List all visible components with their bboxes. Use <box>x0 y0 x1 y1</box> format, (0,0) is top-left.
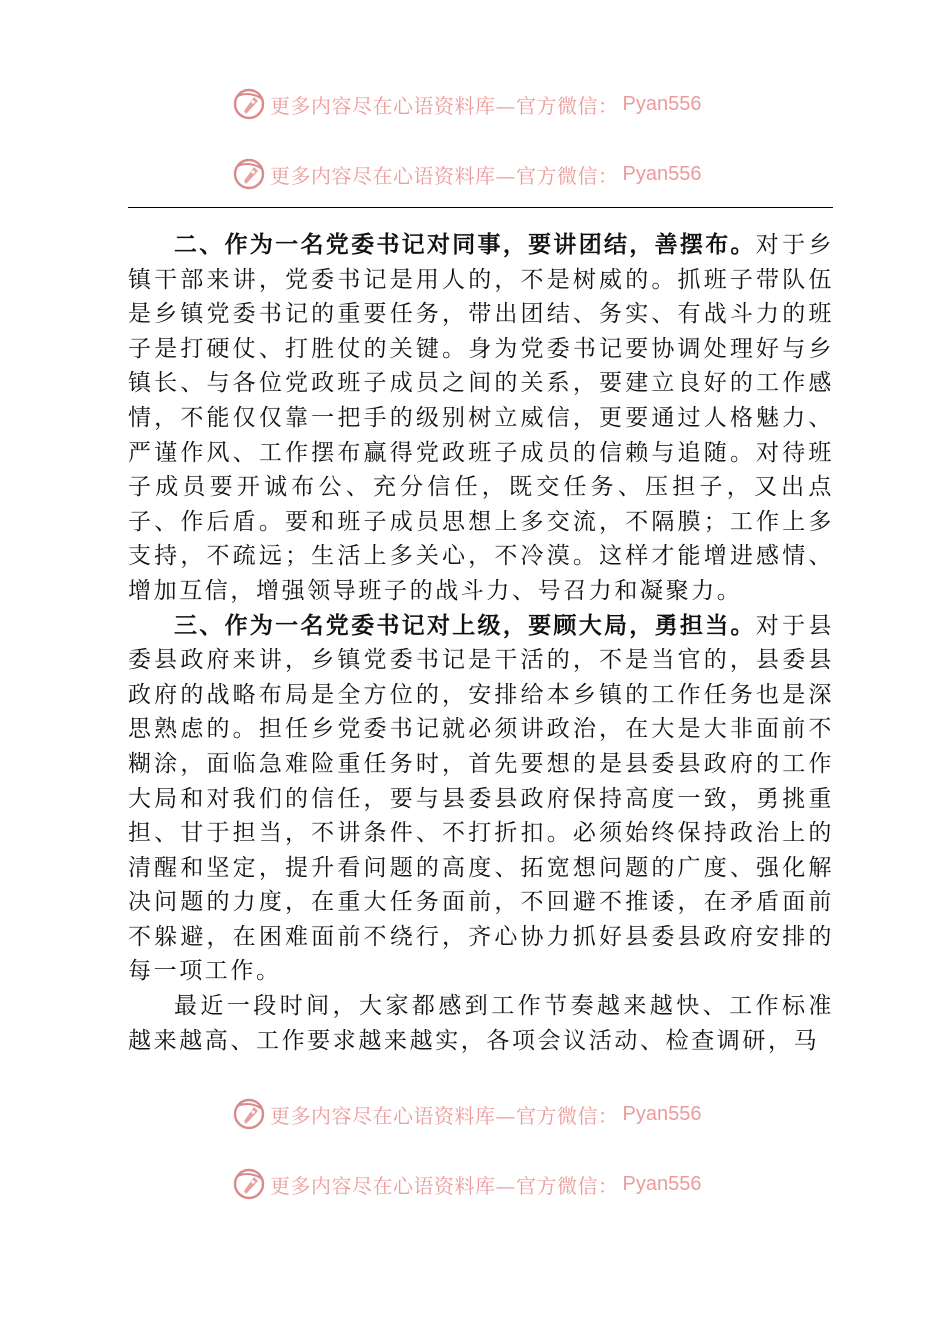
pen-nib-icon <box>232 87 266 121</box>
watermark-text: 更多内容尽在心语资料库—官方微信： <box>270 1173 619 1198</box>
paragraph-body: 最近一段时间，大家都感到工作节奏越来越快、工作标准越来越高、工作要求越来越实，各项会议活动、检查调研，马 <box>128 993 834 1054</box>
pen-nib-icon <box>232 1167 266 1201</box>
watermark-bottom-1 <box>232 1096 701 1132</box>
paragraph-body: 对于县委县政府来讲，乡镇党委书记是干活的，不是当官的，县委县政府的战略布局是全方位的，安排给本乡镇的工作任务也是深思熟虑的。担任乡党委书记就必须讲政治，在大是大非面前不糊涂，面临急难险重任务时，首先要想的是县委县政府的工作大局和对我们的信任，要与县委县政府保持高度一致，勇挑重担、甘于担当，不讲条件、不打折扣。必须始终保持政治上的清醒和坚定，提升看问题的高度、拓宽想问题的广度、强化解决问题的力度，在重大任务面前，不回避不推诿，在矛盾面前不躲避，在困难面前不绕行，齐心协力抓好县委县政府安排的每一项工作。 <box>128 612 834 985</box>
watermark-id: Pyan556 <box>622 1172 702 1195</box>
paragraph-colleagues <box>128 228 834 609</box>
watermark-top-1 <box>232 86 701 122</box>
paragraph-body: 对于乡镇干部来讲，党委书记是用人的，不是树威的。抓班子带队伍是乡镇党委书记的重要任务，带出团结、务实、有战斗力的班子是打硬仗、打胜仗的关键。身为党委书记要协调处理好与乡镇长、与各位党政班子成员之间的关系，要建立良好的工作感情，不能仅仅靠一把手的级别树立威信，更要通过人格魅力、严谨作风、工作摆布赢得党政班子成员的信赖与追随。对待班子成员要开诚布公、充分信任，既交任务、压担子，又出点子、作后盾。要和班子成员思想上多交流，不隔膜；工作上多支持，不疏远；生活上多关心，不冷漠。这样才能增进感情、增加互信，增强领导班子的战斗力、号召力和凝聚力。 <box>128 232 834 604</box>
watermark-text: 更多内容尽在心语资料库—官方微信： <box>270 1103 619 1128</box>
paragraph-recent <box>128 989 834 1058</box>
paragraph-heading: 二、作为一名党委书记对同事，要讲团结，善摆布。 <box>174 232 756 258</box>
paragraph-superiors <box>128 609 834 990</box>
watermark-id: Pyan556 <box>622 1102 702 1125</box>
header-rule <box>128 207 833 208</box>
watermark-id: Pyan556 <box>622 162 702 185</box>
document-body <box>128 228 834 1058</box>
watermark-text: 更多内容尽在心语资料库—官方微信： <box>270 163 619 188</box>
pen-nib-icon <box>232 1097 266 1131</box>
watermark-id: Pyan556 <box>622 92 702 115</box>
watermark-text: 更多内容尽在心语资料库—官方微信： <box>270 93 619 118</box>
watermark-top-2 <box>232 156 701 192</box>
watermark-bottom-2 <box>232 1166 701 1202</box>
paragraph-heading: 三、作为一名党委书记对上级，要顾大局，勇担当。 <box>174 612 756 639</box>
pen-nib-icon <box>232 157 266 191</box>
